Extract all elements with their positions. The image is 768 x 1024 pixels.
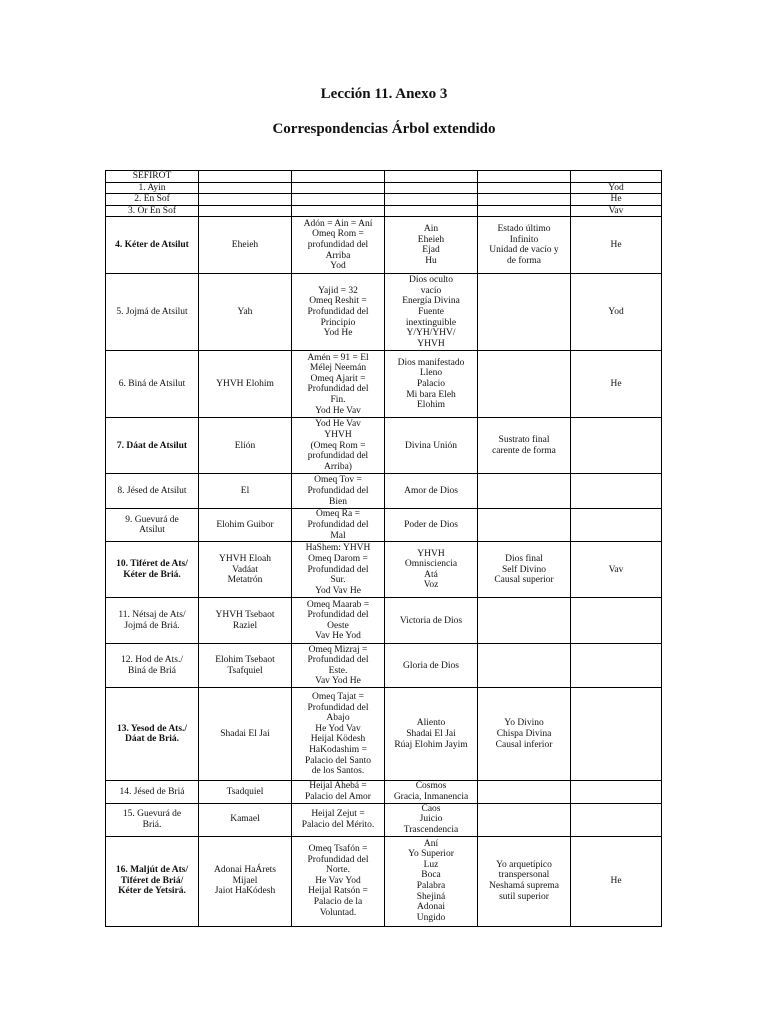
sefira-cell: 8. Jésed de Atsilut	[106, 474, 199, 509]
depth-cell: Yajid = 32 Omeq Reshit = Profundidad del Principio Yod He	[292, 274, 385, 351]
divine-name-cell: Adonai HaÁrets Mijael Jaiot HaKódesh	[199, 836, 292, 926]
table-header-row	[106, 171, 662, 183]
state-cell: Dios final Self Divino Causal superior	[478, 542, 571, 598]
document-title: Lección 11. Anexo 3	[320, 86, 448, 102]
meaning-cell: Aní Yo Superior Luz Boca Palabra Shejiná Adonai Ungido	[385, 836, 478, 926]
sefira-cell: 6. Biná de Atsilut	[106, 351, 199, 418]
meaning-cell	[385, 205, 478, 217]
state-cell: Estado último Infinito Unidad de vacío y de forma	[478, 217, 571, 274]
state-cell: Yo Divino Chispa Divina Causal inferior	[478, 688, 571, 781]
table-row	[106, 803, 662, 836]
divine-name-cell: Elohim Tsebaot Tsafquiel	[199, 644, 292, 688]
correspondence-table	[105, 170, 662, 927]
table-row	[106, 274, 662, 351]
depth-cell: Yod He Vav YHVH (Omeq Rom = profundidad del Arriba)	[292, 418, 385, 474]
document-subtitle: Correspondencias Árbol extendido	[272, 121, 496, 137]
header-cell	[571, 171, 662, 183]
sefira-cell: 9. Guevurá de Atsilut	[106, 509, 199, 542]
state-cell	[478, 509, 571, 542]
header-cell	[292, 171, 385, 183]
depth-cell: Adón = Ain = Aní Omeq Rom = profundidad del Arriba Yod	[292, 217, 385, 274]
depth-cell: Omeq Maarab = Profundidad del Oeste Vav He Yod	[292, 598, 385, 644]
depth-cell: Omeq Ra = Profundidad del Mal	[292, 509, 385, 542]
meaning-cell: Gloria de Dios	[385, 644, 478, 688]
sefira-cell: 14. Jésed de Briá	[106, 781, 199, 803]
state-cell	[478, 351, 571, 418]
table-row	[106, 194, 662, 206]
letter-cell: He	[571, 194, 662, 206]
divine-name-cell: Eheieh	[199, 217, 292, 274]
letter-cell: He	[571, 217, 662, 274]
meaning-cell: Ain Eheieh Ejad Hu	[385, 217, 478, 274]
sefira-cell: 11. Nétsaj de Ats/ Jojmá de Briá.	[106, 598, 199, 644]
letter-cell	[571, 598, 662, 644]
header-cell	[385, 171, 478, 183]
divine-name-cell: YHVH Tsebaot Raziel	[199, 598, 292, 644]
sefira-cell: 10. Tiféret de Ats/ Kéter de Briá.	[106, 542, 199, 598]
divine-name-cell	[199, 205, 292, 217]
sefira-cell: 5. Jojmá de Atsilut	[106, 274, 199, 351]
header-cell-sefirot: SEFIROT	[106, 171, 199, 183]
table-row	[106, 351, 662, 418]
divine-name-cell: YHVH Elohim	[199, 351, 292, 418]
meaning-cell: Amor de Dios	[385, 474, 478, 509]
divine-name-cell: Shadai El Jai	[199, 688, 292, 781]
meaning-cell: Poder de Dios	[385, 509, 478, 542]
state-cell	[478, 598, 571, 644]
letter-cell	[571, 781, 662, 803]
letter-cell	[571, 509, 662, 542]
table-row	[106, 644, 662, 688]
sefira-cell: 12. Hod de Ats./ Biná de Briá	[106, 644, 199, 688]
state-cell	[478, 474, 571, 509]
divine-name-cell: Elión	[199, 418, 292, 474]
sefira-cell: 13. Yesod de Ats./ Dáat de Briá.	[106, 688, 199, 781]
meaning-cell: Caos Juicio Trascendencia	[385, 803, 478, 836]
meaning-cell: Cosmos Gracia, Inmanencia	[385, 781, 478, 803]
sefira-cell: 7. Dáat de Atsilut	[106, 418, 199, 474]
state-cell	[478, 274, 571, 351]
divine-name-cell: Kamael	[199, 803, 292, 836]
letter-cell: Yod	[571, 274, 662, 351]
sefira-cell: 16. Maljút de Ats/ Tiféret de Briá/ Kéter de Yetsirá.	[106, 836, 199, 926]
meaning-cell	[385, 182, 478, 194]
table-row	[106, 418, 662, 474]
divine-name-cell: Tsadquiel	[199, 781, 292, 803]
divine-name-cell: El	[199, 474, 292, 509]
meaning-cell: Dios manifestado Lleno Palacio Mi bara Eleh Elohim	[385, 351, 478, 418]
table-row	[106, 542, 662, 598]
divine-name-cell	[199, 194, 292, 206]
state-cell: Yo arquetípico transpersonal Neshamá suprema sutil superior	[478, 836, 571, 926]
letter-cell: He	[571, 351, 662, 418]
table-row	[106, 217, 662, 274]
state-cell: Sustrato final carente de forma	[478, 418, 571, 474]
meaning-cell: Victoria de Dios	[385, 598, 478, 644]
table-row	[106, 509, 662, 542]
state-cell	[478, 194, 571, 206]
table-row	[106, 182, 662, 194]
table-row	[106, 688, 662, 781]
meaning-cell: Dios oculto vacío Energía Divina Fuente inextinguible Y/YH/YHV/ YHVH	[385, 274, 478, 351]
letter-cell	[571, 803, 662, 836]
sefira-cell: 2. En Sof	[106, 194, 199, 206]
table-row	[106, 781, 662, 803]
letter-cell: He	[571, 836, 662, 926]
meaning-cell: YHVH Omnisciencia Atá Voz	[385, 542, 478, 598]
letter-cell: Vav	[571, 542, 662, 598]
sefira-cell: 4. Kéter de Atsilut	[106, 217, 199, 274]
depth-cell: Amén = 91 = El Mélej Neemán Omeq Ajarit = Profundidad del Fin. Yod He Vav	[292, 351, 385, 418]
meaning-cell: Aliento Shadai El Jai Rúaj Elohim Jayim	[385, 688, 478, 781]
sefira-cell: 1. Ayin	[106, 182, 199, 194]
divine-name-cell: YHVH Eloah Vadáat Metatrón	[199, 542, 292, 598]
state-cell	[478, 781, 571, 803]
state-cell	[478, 205, 571, 217]
letter-cell	[571, 474, 662, 509]
meaning-cell: Divina Unión	[385, 418, 478, 474]
state-cell	[478, 182, 571, 194]
depth-cell	[292, 182, 385, 194]
letter-cell	[571, 688, 662, 781]
divine-name-cell	[199, 182, 292, 194]
table-row	[106, 474, 662, 509]
table-row	[106, 836, 662, 926]
meaning-cell	[385, 194, 478, 206]
state-cell	[478, 644, 571, 688]
depth-cell: Omeq Tajat = Profundidad del Abajo He Yod Vav Heijal Ködesh HaKodashim = Palacio del Santo de los Santos.	[292, 688, 385, 781]
depth-cell	[292, 205, 385, 217]
depth-cell: Heijal Ahebá = Palacio del Amor	[292, 781, 385, 803]
header-cell	[199, 171, 292, 183]
depth-cell	[292, 194, 385, 206]
depth-cell: Omeq Tsafón = Profundidad del Norte. He Vav Yod Heijal Ratsón = Palacio de la Voluntad.	[292, 836, 385, 926]
table-row	[106, 205, 662, 217]
sefira-cell: 3. Or En Sof	[106, 205, 199, 217]
depth-cell: Omeq Tov = Profundidad del Bien	[292, 474, 385, 509]
letter-cell: Vav	[571, 205, 662, 217]
letter-cell	[571, 418, 662, 474]
state-cell	[478, 803, 571, 836]
depth-cell: Heijal Zejut = Palacio del Mérito.	[292, 803, 385, 836]
sefira-cell: 15. Guevurá de Briá.	[106, 803, 199, 836]
letter-cell: Yod	[571, 182, 662, 194]
table-row	[106, 598, 662, 644]
depth-cell: Omeq Mizraj = Profundidad del Este. Vav Yod He	[292, 644, 385, 688]
divine-name-cell: Elohim Guibor	[199, 509, 292, 542]
divine-name-cell: Yah	[199, 274, 292, 351]
letter-cell	[571, 644, 662, 688]
header-cell	[478, 171, 571, 183]
depth-cell: HaShem: YHVH Omeq Darom = Profundidad del Sur. Yod Vav He	[292, 542, 385, 598]
